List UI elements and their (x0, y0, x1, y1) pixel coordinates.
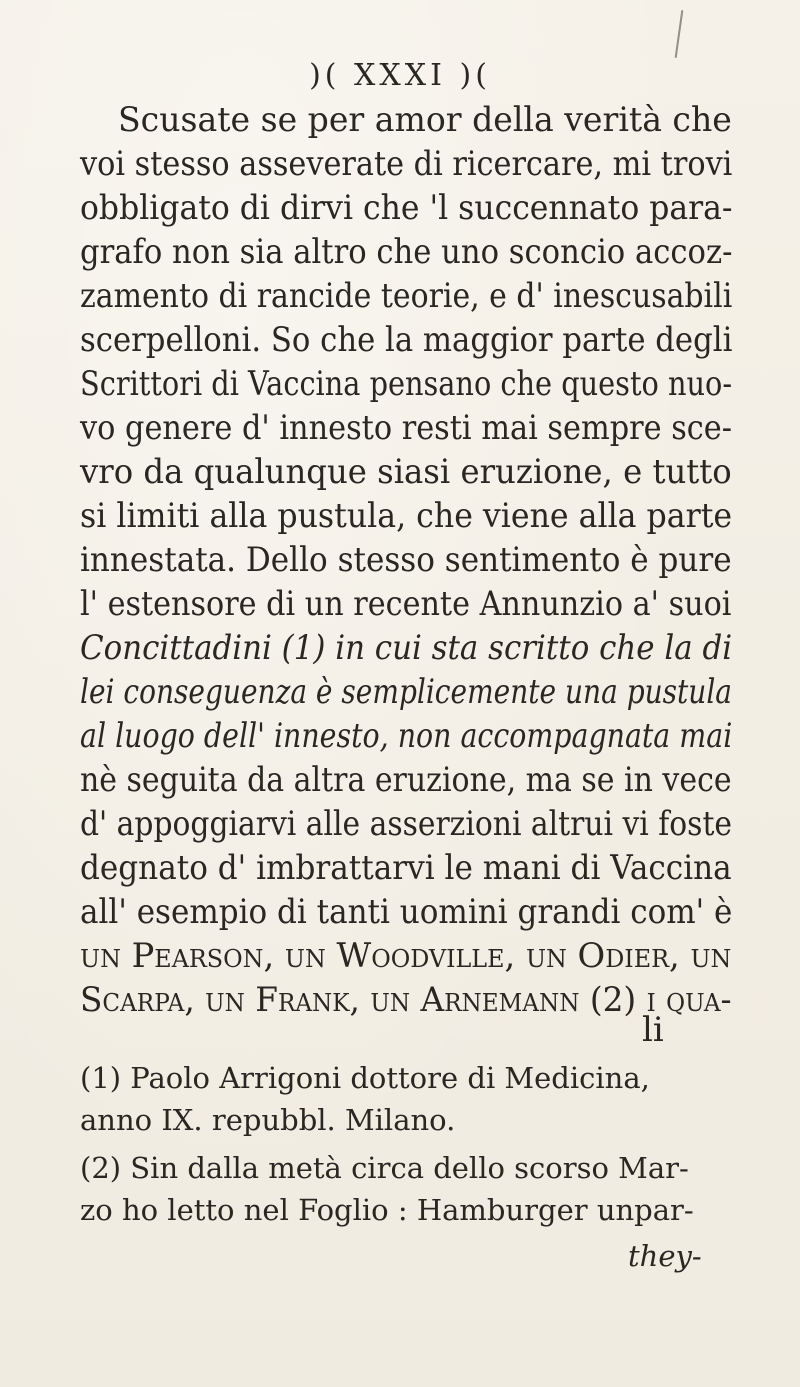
footnote-line-3: (2) Sin dalla metà circa dello scorso Mar- (80, 1151, 689, 1185)
text-line-11: innestata. Dello stesso sentimento è pure (80, 540, 732, 580)
footnote-line-1: (1) Paolo Arrigoni dottore di Medicina, (80, 1061, 650, 1095)
text-line-4: grafo non sia altro che uno sconcio accoz- (80, 232, 733, 272)
text-line-2: voi stesso asseverate di ricercare, mi trovi (80, 144, 733, 184)
text-line-20: un Pearson, un Woodville, un Odier, un (80, 936, 732, 976)
text-line-6: scerpelloni. So che la maggior parte degli (80, 320, 733, 360)
text-line-7: Scrittori di Vaccina pensano che questo nuo- (80, 364, 733, 404)
text-line-5: zamento di rancide teorie, e d' inescusabili (80, 276, 733, 316)
text-line-16: nè seguita da altra eruzione, ma se in vece (80, 760, 732, 800)
text-line-18: degnato d' imbrattarvi le mani di Vaccina (80, 848, 732, 888)
text-line-19: all' esempio di tanti uomini grandi com' è (80, 892, 733, 932)
text-line-14: lei conseguenza è semplicemente una pustula (80, 672, 733, 712)
text-line-17: d' appoggiarvi alle asserzioni altrui vi foste (80, 804, 733, 844)
text-line-15: al luogo dell' innesto, non accompagnata mai (80, 716, 733, 756)
text-line-1: Scusate se per amor della verità che (118, 100, 732, 140)
text-line-9: vro da qualunque siasi eruzione, e tutto (80, 452, 732, 492)
footnote-line-2: anno IX. repubbl. Milano. (80, 1103, 456, 1137)
text-line-3: obbligato di dirvi che 'l succennato para- (80, 188, 733, 228)
text-line-10: si limiti alla pustula, che viene alla parte (80, 496, 733, 536)
catchword: li (642, 1010, 664, 1050)
footnote-line-5: they- (628, 1239, 702, 1273)
page-header: )( XXXI )( (309, 58, 491, 93)
text-line-21: Scarpa, un Frank, un Arnemann (2) i qua- (80, 980, 732, 1020)
ink-mark (675, 10, 684, 58)
text-line-12: l' estensore di un recente Annunzio a' suoi (80, 584, 732, 624)
text-line-13: Concittadini (1) in cui sta scritto che la di (80, 628, 733, 668)
text-line-8: vo genere d' innesto resti mai sempre sce- (80, 408, 732, 448)
footnote-line-4: zo ho letto nel Foglio : Hamburger unpar- (80, 1193, 694, 1227)
